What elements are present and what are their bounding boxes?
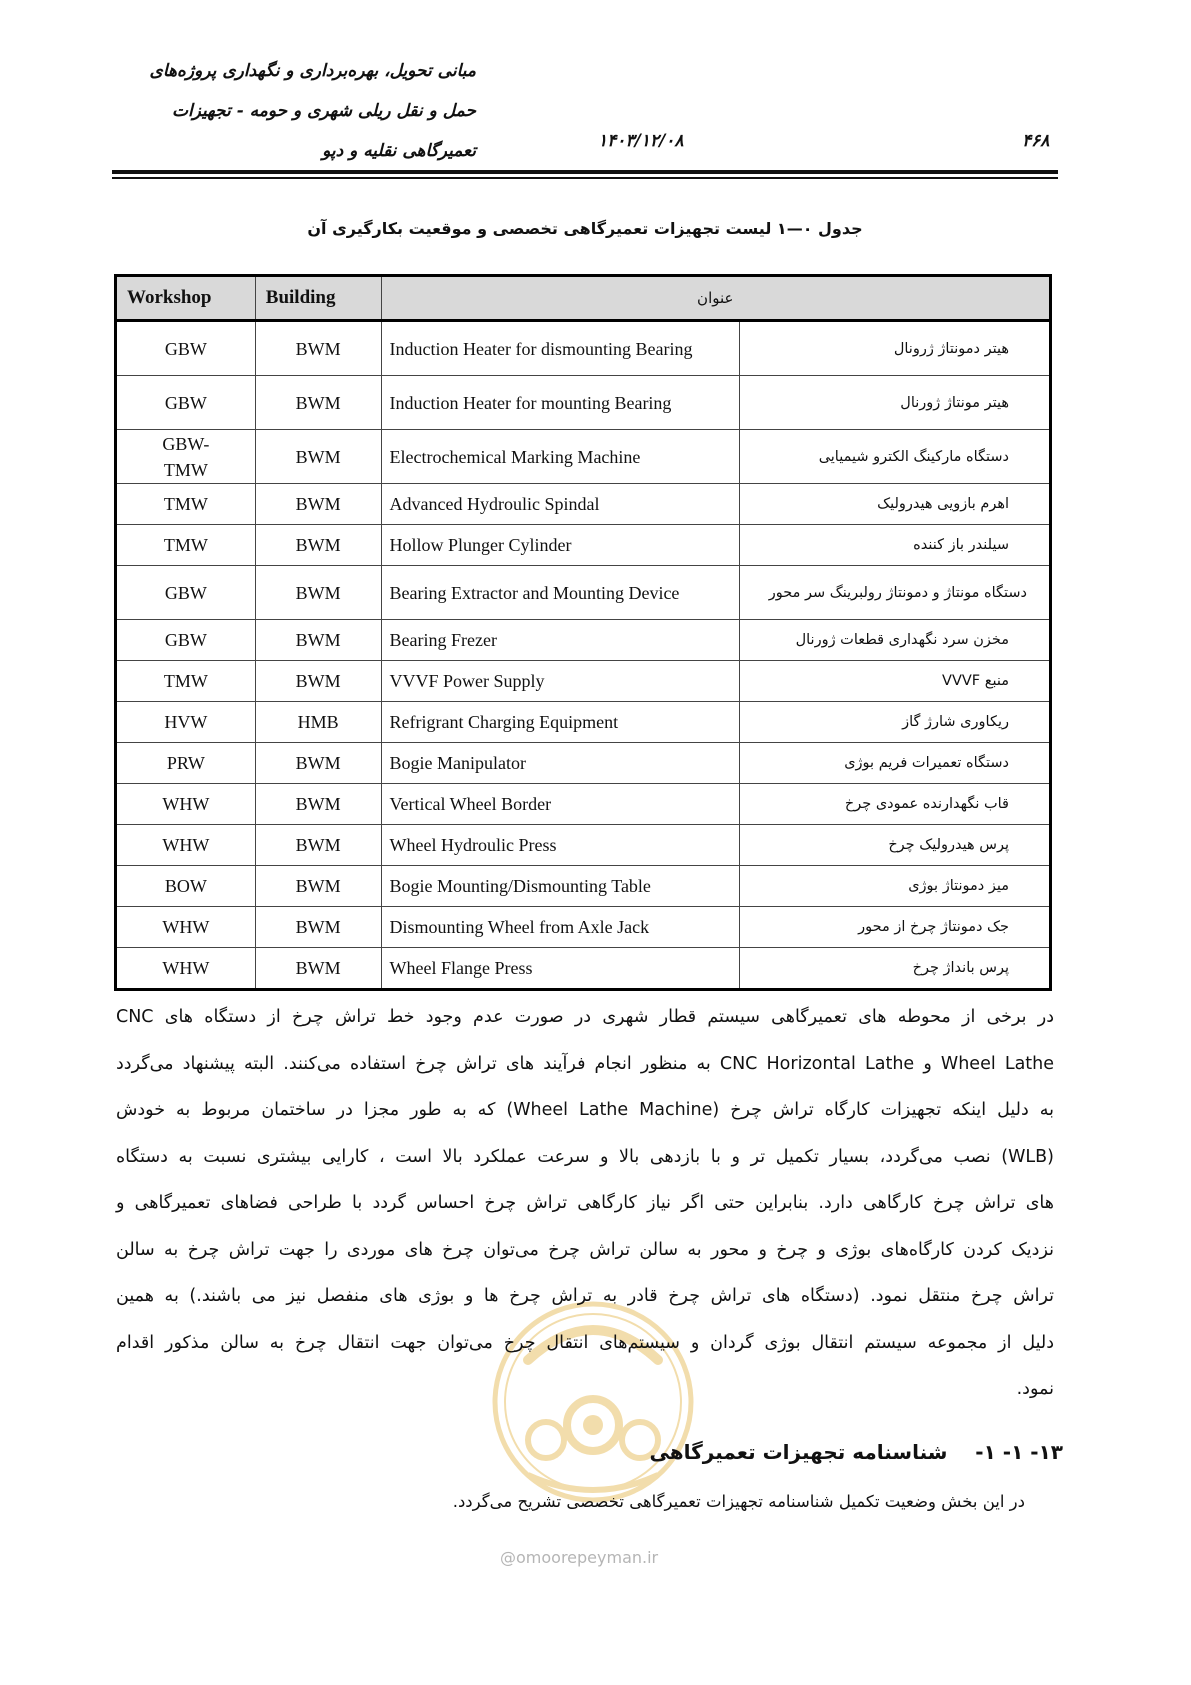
cell-workshop: WHW [116,825,256,866]
equipment-table [114,274,1052,991]
paragraph-line: نمود. [1016,1379,1054,1399]
cell-workshop: PRW [116,743,256,784]
header-title-line1: مبانی تحویل، بهره‌برداری و نگهداری پروژه‌های [149,61,476,81]
cell-title-en: Wheel Flange Press [381,948,740,990]
section-number: ۱۳- ۱- ۱- [975,1440,1063,1464]
cell-workshop: TMW [116,484,256,525]
cell-workshop: TMW [116,525,256,566]
cell-title-fa: پرس بانداژ چرخ [740,948,1051,990]
cell-title-en: Hollow Plunger Cylinder [381,525,740,566]
cell-workshop: GBW [116,566,256,620]
cell-building: BWM [255,784,381,825]
header-workshop: Workshop [116,276,256,321]
cell-building: BWM [255,620,381,661]
cell-building: BWM [255,430,381,484]
paragraph-line: نزدیک کردن کارگاه‌های بوژی و چرخ و محور به سالن تراش چرخ می‌توان چرخ های موردی را جهت تراش چرخ به سالن [116,1239,1054,1260]
header-rule-thin [112,177,1058,179]
cell-title-fa: دستگاه مارکینگ الکترو شیمیایی [740,430,1051,484]
cell-title-en: Dismounting Wheel from Axle Jack [381,907,740,948]
table-caption: جدول ۰—۱ لیست تجهیزات تعمیرگاهی تخصصی و موقعیت بکارگیری آن [307,219,863,238]
cell-workshop: WHW [116,907,256,948]
cell-building: BWM [255,825,381,866]
section-text: در این بخش وضعیت تکمیل شناسنامه تجهیزات تعمیرگاهی تخصصی تشریح می‌گردد. [452,1492,1025,1511]
cell-building: BWM [255,948,381,990]
cell-title-fa: پرس هیدرولیک چرخ [740,825,1051,866]
table-row [116,620,1051,661]
cell-title-en: Refrigrant Charging Equipment [381,702,740,743]
cell-title-en: Bogie Manipulator [381,743,740,784]
cell-building: BWM [255,376,381,430]
table-row [116,484,1051,525]
cell-building: BWM [255,566,381,620]
paragraph-line: (WLB) نصب می‌گردد، بسیار تکمیل تر و با بازدهی بالا و سرعت عملکرد بالا است ، کارایی بیشتری نسبت به دستگاه [116,1146,1054,1167]
cell-title-fa: میز دمونتاژ بوژی [740,866,1051,907]
cell-workshop: GBW [116,620,256,661]
cell-title-en: Vertical Wheel Border [381,784,740,825]
cell-title-en: Induction Heater for dismounting Bearing [381,321,740,376]
header-rule-thick [112,170,1058,174]
cell-workshop: GBW [116,321,256,376]
table-row [116,784,1051,825]
cell-building: BWM [255,321,381,376]
cell-building: BWM [255,866,381,907]
cell-building: BWM [255,525,381,566]
table-row [116,376,1051,430]
cell-title-en: Electrochemical Marking Machine [381,430,740,484]
cell-workshop: BOW [116,866,256,907]
table-row [116,430,1051,484]
cell-building: BWM [255,484,381,525]
table-row [116,525,1051,566]
cell-workshop: WHW [116,948,256,990]
table-row [116,743,1051,784]
paragraph-line: Wheel Lathe و CNC Horizontal Lathe به منظور انجام فرآیند های تراش چرخ استفاده می‌کنند. البته پیشنهاد می‌گردد [116,1053,1055,1074]
table-row [116,907,1051,948]
cell-workshop: WHW [116,784,256,825]
cell-building: HMB [255,702,381,743]
cell-title-fa: مخزن سرد نگهداری قطعات ژورنال [740,620,1051,661]
cell-workshop: TMW [116,661,256,702]
paragraph-line: در برخی از محوطه های تعمیرگاهی سیستم قطار شهری در صورت عدم وجود خط تراش چرخ از دستگاه های CNC [116,1007,1054,1027]
header-building: Building [255,276,381,321]
header-title-line2: حمل و نقل ریلی شهری و حومه - تجهیزات [171,101,476,121]
cell-title-en: Bearing Extractor and Mounting Device [381,566,740,620]
cell-title-en: Wheel Hydroulic Press [381,825,740,866]
page-number: ۴۶۸ [1022,131,1050,151]
paragraph-line: دلیل از مجموعه سیستم انتقال بوژی گردان و سیستم‌های انتقال چرخ می‌توان جهت انتقال چرخ به سالن مذکور اقدام [116,1332,1054,1353]
paragraph-line: تراش چرخ منتقل نمود. (دستگاه های تراش چرخ قادر به تراش چرخ ها و بوژی های منفصل نیز می باشند.) به همین [116,1286,1054,1306]
section-title: شناسنامه تجهیزات تعمیرگاهی [649,1440,948,1464]
cell-title-en: Induction Heater for mounting Bearing [381,376,740,430]
cell-title-fa: اهرم بازویی هیدرولیک [740,484,1051,525]
table-row [116,825,1051,866]
table-row [116,948,1051,990]
table-row [116,866,1051,907]
cell-building: BWM [255,661,381,702]
cell-title-fa: جک دمونتاژ چرخ از محور [740,907,1051,948]
cell-title-fa: دستگاه تعمیرات فریم بوژی [740,743,1051,784]
paragraph-line: های تراش چرخ کارگاهی دارد. بنابراین حتی اگر نیاز کارگاهی تراش چرخ احساس گردد با طراحی فضاهای تعمیرگاهی و [116,1193,1054,1213]
cell-title-fa: منبع VVVF [740,661,1051,702]
table-row [116,321,1051,376]
cell-workshop: HVW [116,702,256,743]
cell-title-en: Advanced Hydroulic Spindal [381,484,740,525]
cell-title-fa: هیتر دمونتاژ ژرونال [740,321,1051,376]
table-row [116,566,1051,620]
header-date: ۱۴۰۳/۱۲/۰۸ [598,131,684,151]
cell-title-en: Bearing Frezer [381,620,740,661]
table-row [116,661,1051,702]
cell-building: BWM [255,907,381,948]
cell-title-fa: دستگاه مونتاژ و دمونتاژ رولبرینگ سر محور [740,566,1051,620]
table-header-row [116,276,1051,321]
cell-title-fa: ریکاوری شارژ گاز [740,702,1051,743]
cell-title-fa: هیتر مونتاژ ژورنال [740,376,1051,430]
cell-title-fa: سیلندر باز کننده [740,525,1051,566]
cell-workshop: GBW [116,376,256,430]
cell-title-fa: قاب نگهدارنده عمودی چرخ [740,784,1051,825]
header-title-line3: تعمیرگاهی نقلیه و دپو [322,141,476,161]
cell-title-en: VVVF Power Supply [381,661,740,702]
header-title: عنوان [381,276,1050,321]
section-heading [650,1440,1063,1464]
cell-title-en: Bogie Mounting/Dismounting Table [381,866,740,907]
cell-building: BWM [255,743,381,784]
watermark-url: @omoorepeyman.ir [500,1548,659,1567]
table-row [116,702,1051,743]
cell-workshop: GBW- TMW [116,430,256,484]
body-paragraph [116,994,1054,1413]
paragraph-line: به دلیل اینکه تجهیزات کارگاه تراش چرخ (Wheel Lathe Machine) که به طور مجزا در ساختمان مربوط به خودش [116,1100,1054,1120]
